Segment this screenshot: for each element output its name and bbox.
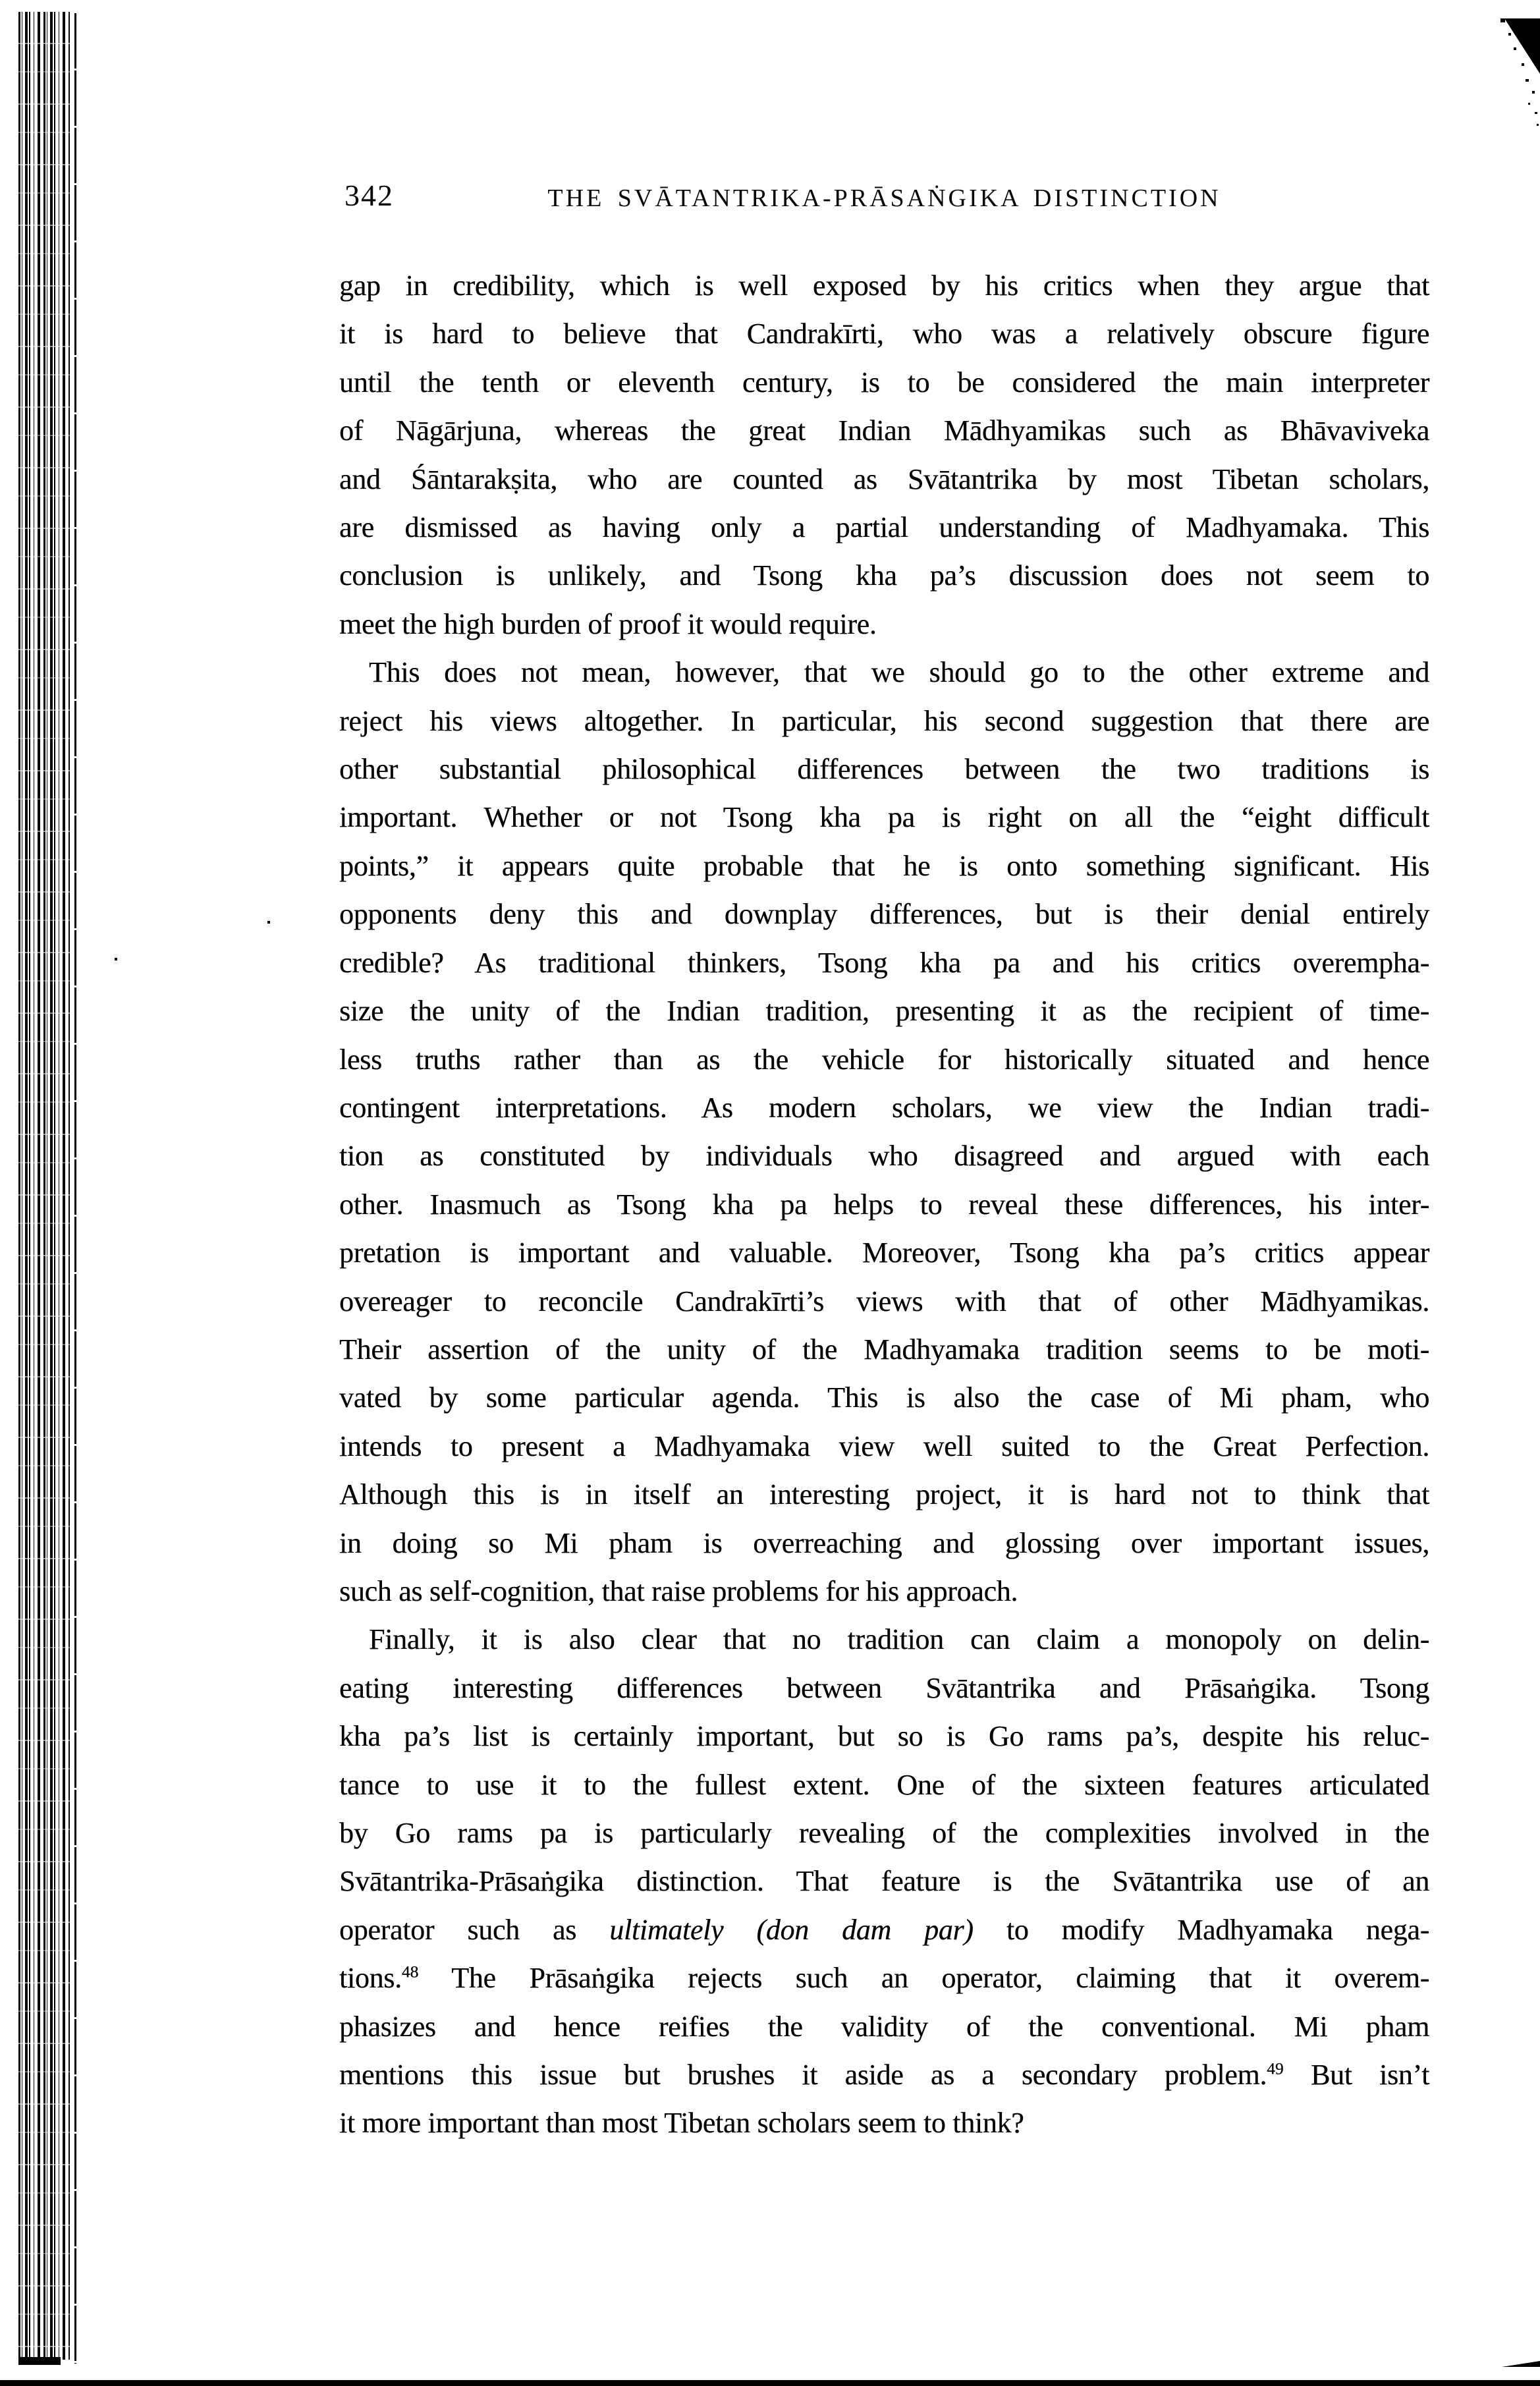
running-header — [339, 179, 1429, 221]
text-line: of Nāgārjuna, whereas the great Indian Mādhyamikas such as Bhāvaviveka — [339, 414, 1429, 447]
paragraph — [339, 262, 1429, 648]
text-line: in doing so Mi pham is overreaching and glossing over important issues, — [339, 1526, 1429, 1559]
paragraph — [339, 648, 1429, 1615]
text-line: Finally, it is also clear that no tradition can claim a monopoly on delin- — [369, 1623, 1429, 1656]
text-line: it more important than most Tibetan scholars seem to think? — [339, 2107, 1024, 2140]
text-line: important. Whether or not Tsong kha pa is right on all the “eight difficult — [339, 801, 1429, 834]
text-line: vated by some particular agenda. This is also the case of Mi pham, who — [339, 1381, 1429, 1414]
text-line: less truths rather than as the vehicle for historically situated and hence — [339, 1043, 1429, 1076]
text-line: size the unity of the Indian tradition, presenting it as the recipient of time- — [339, 995, 1429, 1028]
text-line: phasizes and hence reifies the validity of the conventional. Mi pham — [339, 2010, 1429, 2043]
text-block — [339, 262, 1429, 2148]
text-line: kha pa’s list is certainly important, but so is Go rams pa’s, despite his reluc- — [339, 1720, 1429, 1753]
text-line: points,” it appears quite probable that he is onto something significant. His — [339, 849, 1429, 882]
text-line: conclusion is unlikely, and Tsong kha pa’s discussion does not seem to — [339, 559, 1429, 592]
bottom-scan-bar — [0, 2380, 1540, 2386]
text-line: pretation is important and valuable. Moreover, Tsong kha pa’s critics appear — [339, 1236, 1429, 1269]
left-scan-band — [18, 12, 70, 2360]
text-line: intends to present a Madhyamaka view well suited to the Great Perfection. — [339, 1429, 1429, 1462]
text-line: and Śāntarakṣita, who are counted as Svātantrika by most Tibetan scholars, — [339, 462, 1429, 495]
text-line: until the tenth or eleventh century, is to be considered the main interpreter — [339, 366, 1429, 399]
text-line: opponents deny this and downplay differences, but is their denial entirely — [339, 898, 1429, 931]
running-title: THE SVĀTANTRIKA-PRĀSAṄGIKA DISTINCTION — [547, 184, 1221, 212]
text-line: tions.$^{48}$ The Prāsaṅgika rejects such an operator, claiming that it overem- — [339, 1962, 1429, 1995]
text-line: other substantial philosophical differences between the two traditions is — [339, 753, 1429, 786]
left-scan-line — [74, 13, 76, 2364]
text-line: by Go rams pa is particularly revealing of the complexities involved in the — [339, 1817, 1429, 1849]
text-line: meet the high burden of proof it would require. — [339, 607, 877, 640]
paragraph — [339, 1615, 1429, 2147]
text-line: tance to use it to the fullest extent. One of the sixteen features articulated — [339, 1768, 1429, 1801]
text-line: it is hard to believe that Candrakīrti, who was a relatively obscure figure — [339, 318, 1429, 350]
scan-speck — [267, 921, 270, 924]
text-line: Svātantrika-Prāsaṅgika distinction. That feature is the Svātantrika use of an — [339, 1865, 1429, 1898]
text-line: This does not mean, however, that we should go to the other extreme and — [369, 656, 1429, 689]
text-line: other. Inasmuch as Tsong kha pa helps to reveal these differences, his inter- — [339, 1188, 1429, 1221]
text-line: reject his views altogether. In particular, his second suggestion that there are — [339, 704, 1429, 737]
text-line: such as self-cognition, that raise problems for his approach. — [339, 1574, 1018, 1607]
text-line: mentions this issue but brushes it aside as a secondary problem.$^{49}$ But isn’t — [339, 2059, 1429, 2092]
text-line: are dismissed as having only a partial understanding of Madhyamaka. This — [339, 511, 1429, 544]
text-line: eating interesting differences between Svātantrika and Prāsaṅgika. Tsong — [339, 1671, 1429, 1704]
top-right-corner-artifact — [1495, 0, 1540, 132]
text-line: credible? As traditional thinkers, Tsong kha pa and his critics overempha- — [339, 946, 1429, 979]
text-line: overeager to reconcile Candrakīrti’s views with that of other Mādhyamikas. — [339, 1285, 1429, 1318]
text-line: Although this is in itself an interesting project, it is hard not to think that — [339, 1478, 1429, 1511]
text-line: operator such as ultimately (don dam par) to modify Madhyamaka nega- — [339, 1913, 1430, 1946]
text-line: contingent interpretations. As modern scholars, we view the Indian tradi- — [339, 1091, 1429, 1124]
text-line: Their assertion of the unity of the Madhyamaka tradition seems to be moti- — [339, 1333, 1429, 1366]
text-line: tion as constituted by individuals who disagreed and argued with each — [339, 1140, 1429, 1173]
scan-speck — [115, 958, 117, 960]
left-scan-band-foot — [18, 2357, 61, 2365]
text-line: gap in credibility, which is well exposed by his critics when they argue that — [339, 269, 1429, 302]
page-number: 342 — [344, 179, 394, 212]
bottom-right-sliver — [1502, 2358, 1540, 2369]
